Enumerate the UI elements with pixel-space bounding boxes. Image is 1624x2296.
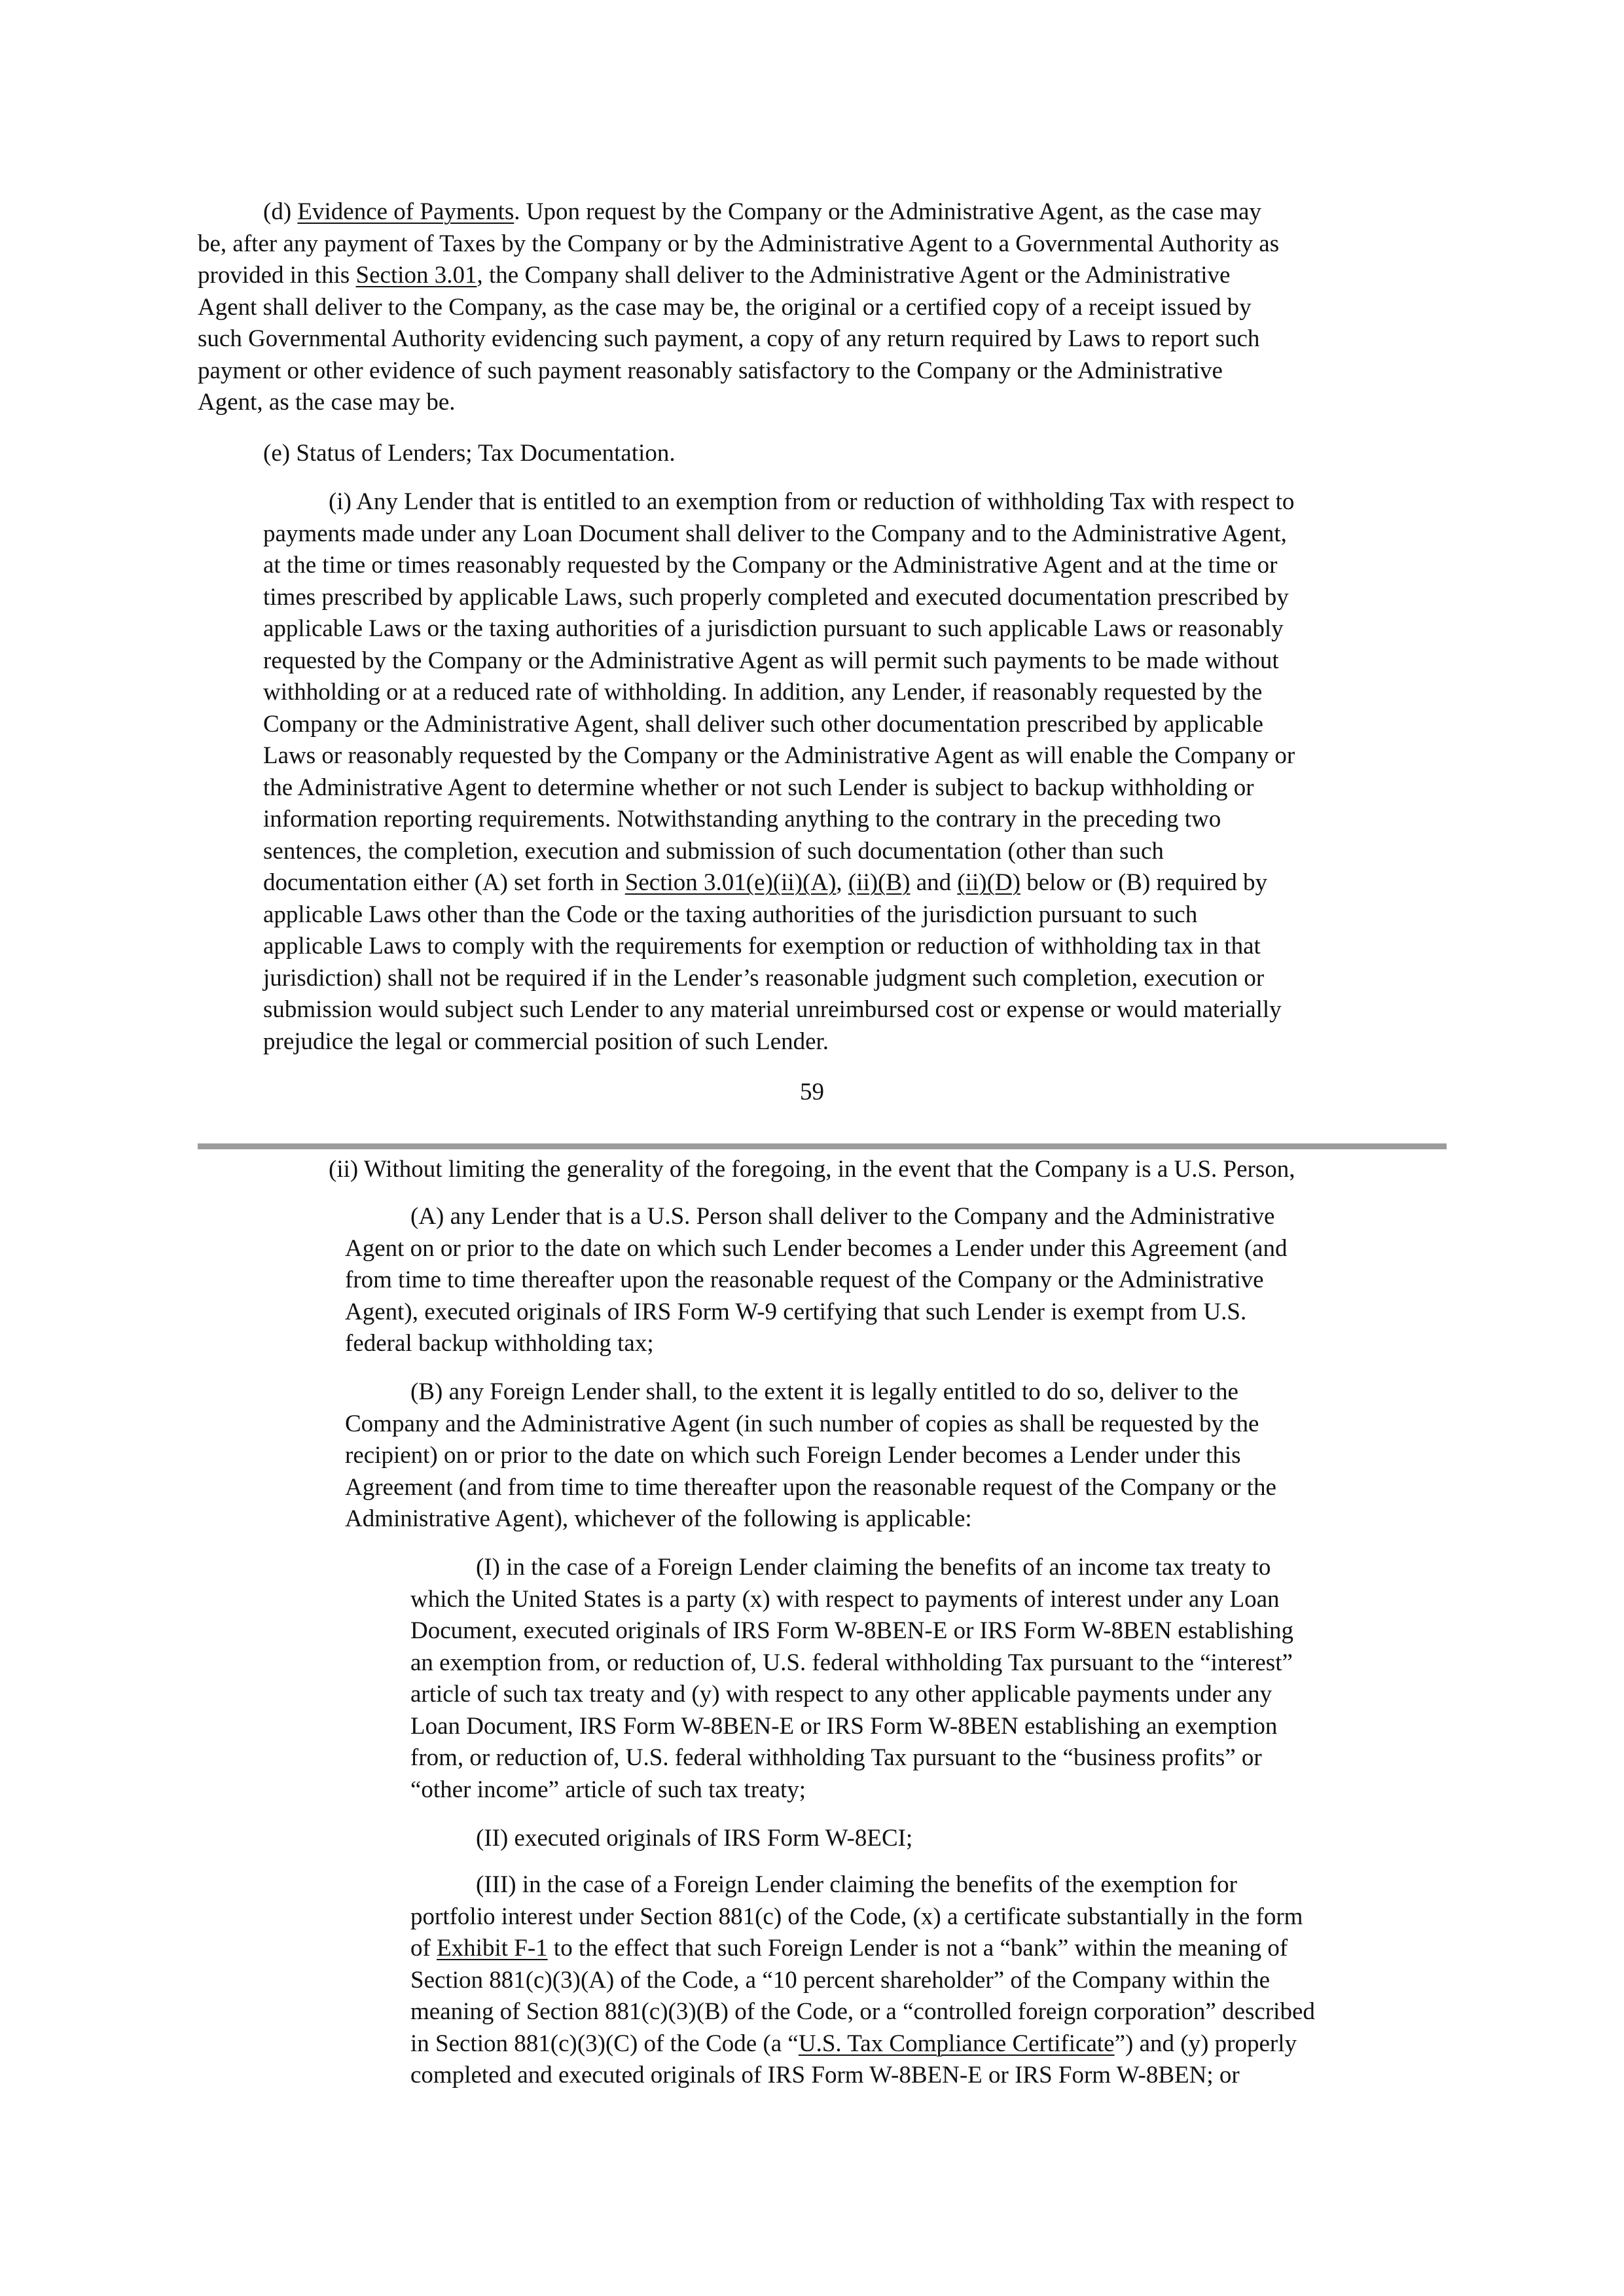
text-run: (ii) Without limiting the generality of the foregoing, in the event that the Company is a U.S. Person, xyxy=(329,1156,1295,1183)
text-line xyxy=(410,1711,1447,1743)
paragraph-d-evidence-of-payments xyxy=(198,196,1447,419)
text-line xyxy=(198,228,1447,260)
text-line xyxy=(410,1823,1447,1855)
text-run: the Administrative Agent to determine whether or not such Lender is subject to backup withholding or xyxy=(263,774,1254,801)
text-run: times prescribed by applicable Laws, such properly completed and executed documentation prescribed by xyxy=(263,583,1289,611)
paragraph-I-income-tax-treaty xyxy=(410,1552,1447,1806)
text-line xyxy=(198,387,1447,419)
text-run: Company or the Administrative Agent, shall deliver such other documentation prescribed by applicable xyxy=(263,710,1263,738)
text-line xyxy=(410,1679,1447,1711)
text-line xyxy=(345,1472,1447,1504)
text-run: payments made under any Loan Document shall deliver to the Company and to the Administrative Agent, xyxy=(263,520,1287,547)
paragraph-B-foreign-lender xyxy=(345,1376,1447,1535)
text-run: (e) Status of Lenders; Tax Documentation. xyxy=(263,440,676,467)
text-run: which the United States is a party (x) with respect to payments of interest under any Loan xyxy=(410,1585,1280,1613)
text-line xyxy=(410,1552,1447,1584)
text-run: completed and executed originals of IRS Form W-8BEN-E or IRS Form W-8BEN; or xyxy=(410,2062,1240,2089)
text-run: Agent, as the case may be. xyxy=(198,389,456,416)
text-line xyxy=(263,486,1447,518)
text-run: recipient) on or prior to the date on which such Foreign Lender becomes a Lender under this xyxy=(345,1442,1241,1469)
text-run: be, after any payment of Taxes by the Company or by the Administrative Agent to a Governmental Authority as xyxy=(198,230,1280,257)
text-run: payment or other evidence of such payment reasonably satisfactory to the Company or the Administrative xyxy=(198,357,1223,384)
text-run: withholding or at a reduced rate of withholding. In addition, any Lender, if reasonably requested by the xyxy=(263,679,1263,706)
cross-reference-link[interactable]: Section 3.01 xyxy=(355,262,477,289)
text-line xyxy=(410,2060,1447,2092)
text-run: Document, executed originals of IRS Form W-8BEN-E or IRS Form W-8BEN establishing xyxy=(410,1617,1293,1644)
paragraph-e-ii-us-person xyxy=(329,1154,1447,1186)
text-line xyxy=(263,645,1447,677)
text-run: (B) any Foreign Lender shall, to the extent it is legally entitled to do so, deliver to the xyxy=(410,1378,1238,1405)
text-line xyxy=(410,1742,1447,1774)
text-run: (A) any Lender that is a U.S. Person shall deliver to the Company and the Administrative xyxy=(410,1203,1275,1230)
text-run: such Governmental Authority evidencing such payment, a copy of any return required by Laws to report such xyxy=(198,325,1260,352)
text-line xyxy=(263,994,1447,1026)
paragraph-e-status-of-lenders xyxy=(263,438,1447,470)
text-line xyxy=(263,613,1447,645)
text-run: jurisdiction) shall not be required if in the Lender’s reasonable judgment such completion, execution or xyxy=(263,964,1265,992)
text-run: federal backup withholding tax; xyxy=(345,1330,654,1357)
text-line xyxy=(410,1647,1447,1679)
text-run: Loan Document, IRS Form W-8BEN-E or IRS Form W-8BEN establishing an exemption xyxy=(410,1712,1278,1740)
text-run: . Upon request by the Company or the Administrative Agent, as the case may xyxy=(514,198,1261,225)
text-line xyxy=(329,1154,1447,1186)
text-line xyxy=(263,438,1447,470)
text-run: of xyxy=(410,1935,437,1962)
text-line xyxy=(198,196,1447,228)
text-run: Agent), executed originals of IRS Form W-9 certifying that such Lender is exempt from U.S. xyxy=(345,1298,1247,1325)
text-line xyxy=(345,1376,1447,1408)
text-run: prejudice the legal or commercial position of such Lender. xyxy=(263,1028,829,1055)
text-run: Agent on or prior to the date on which such Lender becomes a Lender under this Agreement (and xyxy=(345,1234,1288,1262)
text-run: sentences, the completion, execution and submission of such documentation (other than such xyxy=(263,837,1164,865)
text-line xyxy=(345,1201,1447,1233)
text-line xyxy=(263,899,1447,931)
text-run: Agreement (and from time to time thereafter upon the reasonable request of the Company or the xyxy=(345,1473,1276,1501)
text-run: portfolio interest under Section 881(c) of the Code, (x) a certificate substantially in the form xyxy=(410,1903,1303,1930)
text-run: Company and the Administrative Agent (in such number of copies as shall be requested by the xyxy=(345,1410,1259,1437)
text-run: and xyxy=(910,869,958,896)
paragraph-III-portfolio-interest xyxy=(410,1869,1447,2092)
text-run: at the time or times reasonably requested by the Company or the Administrative Agent and at the time or xyxy=(263,552,1278,579)
cross-reference-link[interactable]: Exhibit F-1 xyxy=(437,1935,548,1962)
cross-reference-link[interactable]: Section 3.01(e)(ii)(A) xyxy=(624,869,837,896)
text-run: (i) Any Lender that is entitled to an exemption from or reduction of withholding Tax with respect to xyxy=(329,488,1295,515)
text-run: ”) and (y) properly xyxy=(1114,2030,1297,2057)
text-line xyxy=(263,804,1447,836)
text-line xyxy=(410,1869,1447,1901)
page-number: 59 xyxy=(800,1079,824,1105)
text-line xyxy=(263,1026,1447,1058)
text-line xyxy=(410,1996,1447,2028)
text-run: provided in this xyxy=(198,262,356,289)
text-run: applicable Laws to comply with the requirements for exemption or reduction of withholding tax in that xyxy=(263,933,1261,960)
cross-reference-link[interactable]: Evidence of Payments xyxy=(297,198,514,225)
text-run: , the Company shall deliver to the Administrative Agent or the Administrative xyxy=(477,262,1231,289)
text-run: applicable Laws or the taxing authorities of a jurisdiction pursuant to such applicable Laws or reasonably xyxy=(263,615,1284,642)
text-run: Laws or reasonably requested by the Company or the Administrative Agent as will enable the Company or xyxy=(263,742,1295,769)
text-run: Agent shall deliver to the Company, as the case may be, the original or a certified copy of a receipt issued by xyxy=(198,293,1252,321)
text-run: meaning of Section 881(c)(3)(B) of the Code, or a “controlled foreign corporation” described xyxy=(410,1998,1315,2025)
page-break-divider xyxy=(198,1143,1447,1149)
text-run: (III) in the case of a Foreign Lender claiming the benefits of the exemption for xyxy=(476,1871,1238,1898)
text-line xyxy=(345,1408,1447,1441)
text-run: (II) executed originals of IRS Form W-8ECI; xyxy=(476,1825,913,1852)
text-run: requested by the Company or the Administrative Agent as will permit such payments to be made without xyxy=(263,647,1279,674)
text-line xyxy=(410,1965,1447,1997)
text-run: from time to time thereafter upon the reasonable request of the Company or the Administrative xyxy=(345,1266,1264,1293)
paragraph-A-us-person-lender xyxy=(345,1201,1447,1360)
text-run: below or (B) required by xyxy=(1020,869,1268,896)
text-line xyxy=(410,1901,1447,1933)
text-run: , xyxy=(836,869,848,896)
text-line xyxy=(198,260,1447,292)
text-line xyxy=(345,1328,1447,1360)
text-run: article of such tax treaty and (y) with respect to any other applicable payments under any xyxy=(410,1681,1272,1708)
text-line xyxy=(345,1233,1447,1265)
text-line xyxy=(263,740,1447,772)
cross-reference-link[interactable]: (ii)(B) xyxy=(848,869,911,896)
text-line xyxy=(263,582,1447,614)
text-line xyxy=(410,1933,1447,1965)
text-run: (I) in the case of a Foreign Lender claiming the benefits of an income tax treaty to xyxy=(476,1554,1271,1581)
text-line xyxy=(263,772,1447,804)
text-run: submission would subject such Lender to any material unreimbursed cost or expense or would materially xyxy=(263,996,1282,1023)
text-run: in Section 881(c)(3)(C) of the Code (a “ xyxy=(410,2030,799,2057)
paragraph-e-i-exemption-documentation xyxy=(263,486,1447,1058)
text-line xyxy=(198,323,1447,355)
text-run: Administrative Agent), whichever of the following is applicable: xyxy=(345,1505,972,1532)
text-line xyxy=(410,1584,1447,1616)
text-line xyxy=(410,1774,1447,1806)
text-line xyxy=(263,836,1447,868)
text-run: applicable Laws other than the Code or the taxing authorities of the jurisdiction pursuant to such xyxy=(263,901,1198,928)
text-line xyxy=(263,931,1447,963)
text-line xyxy=(410,2028,1447,2060)
text-line xyxy=(263,709,1447,741)
text-line xyxy=(410,1615,1447,1647)
text-run: documentation either (A) set forth in xyxy=(263,869,625,896)
text-line xyxy=(263,867,1447,899)
text-run: Section 881(c)(3)(A) of the Code, a “10 percent shareholder” of the Company within the xyxy=(410,1966,1271,1994)
text-run: information reporting requirements. Notwithstanding anything to the contrary in the preceding two xyxy=(263,806,1221,833)
cross-reference-link[interactable]: U.S. Tax Compliance Certificate xyxy=(798,2030,1115,2057)
text-line xyxy=(345,1503,1447,1535)
text-line xyxy=(263,550,1447,582)
paragraph-II-w-8eci xyxy=(410,1823,1447,1855)
text-line xyxy=(345,1297,1447,1329)
text-line xyxy=(198,292,1447,324)
text-run: from, or reduction of, U.S. federal withholding Tax pursuant to the “business profits” or xyxy=(410,1744,1262,1771)
text-line xyxy=(263,963,1447,995)
text-run: an exemption from, or reduction of, U.S. federal withholding Tax pursuant to the “interest” xyxy=(410,1649,1293,1676)
cross-reference-link[interactable]: (ii)(D) xyxy=(957,869,1020,896)
text-line xyxy=(263,677,1447,709)
text-line xyxy=(198,355,1447,387)
text-run: to the effect that such Foreign Lender is not a “bank” within the meaning of xyxy=(547,1935,1288,1962)
text-run: (d) xyxy=(263,198,298,225)
text-line xyxy=(263,518,1447,550)
text-run: “other income” article of such tax treaty; xyxy=(410,1776,806,1803)
text-line xyxy=(345,1265,1447,1297)
text-line xyxy=(345,1440,1447,1472)
